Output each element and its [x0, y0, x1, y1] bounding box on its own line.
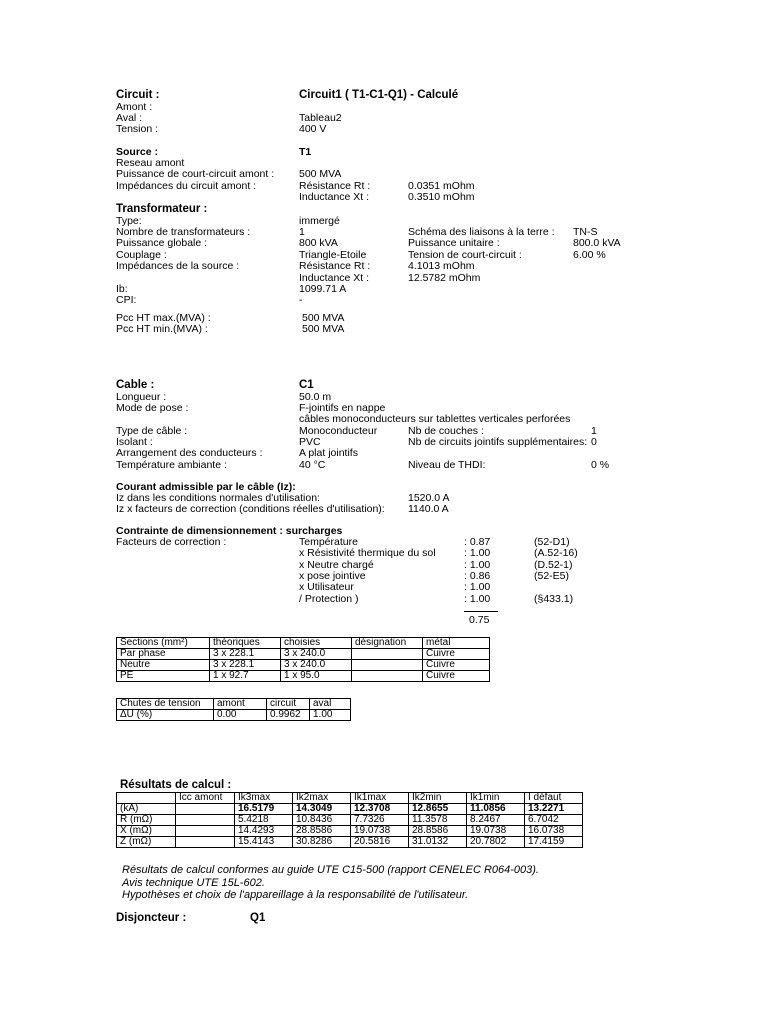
sections-cell: Neutre [117, 660, 210, 671]
resultats-header-cell: Ik1min [467, 793, 525, 804]
table-row [117, 837, 583, 848]
aval-label: Aval : [116, 112, 143, 124]
sections-cell: Cuivre [423, 660, 490, 671]
source-rt-label: Résistance Rt : [299, 180, 371, 192]
resultats-heading: Résultats de calcul : [120, 779, 232, 791]
sections-header-cell: choisies [281, 638, 352, 649]
sections-header-cell: Sections (mm²) [117, 638, 210, 649]
resultats-cell: 20.5816 [351, 837, 409, 848]
sections-table [116, 637, 490, 682]
pcc-ht-min-label: Pcc HT min.(MVA) : [116, 323, 208, 335]
table-row [117, 671, 490, 682]
resultats-cell: 14.3049 [293, 804, 351, 815]
transfo-heading: Transformateur : [116, 203, 208, 215]
arrangement-value: A plat jointifs [299, 447, 358, 459]
factor-value: : 1.00 [464, 581, 491, 594]
resultats-cell: R (mΩ) [117, 815, 176, 826]
resultats-cell: 11.0856 [467, 804, 525, 815]
factor-ref: (A.52-16) [534, 547, 578, 560]
puissance-unitaire-value: 800.0 kVA [573, 237, 621, 249]
chutes-header-cell: amont [214, 699, 267, 710]
amont-label: Amont : [116, 101, 153, 113]
cable-name: C1 [299, 379, 314, 391]
resultats-cell [176, 815, 235, 826]
transfo-xt-label: Inductance Xt : [299, 272, 370, 284]
contrainte-heading: Contrainte de dimensionnement : surcharges [116, 525, 343, 537]
sections-cell: Cuivre [423, 671, 490, 682]
resultats-cell: 8.2467 [467, 815, 525, 826]
factor-label: x Résistivité thermique du sol [299, 547, 436, 560]
table-row [117, 804, 583, 815]
chutes-header-cell: circuit [267, 699, 310, 710]
facteurs-label: Facteurs de correction : [116, 536, 227, 548]
schema-label: Schéma des liaisons à la terre : [408, 226, 555, 238]
resultats-header-cell [117, 793, 176, 804]
disjoncteur-name: Q1 [250, 912, 266, 924]
table-row [117, 815, 583, 826]
puissance-globale-value: 800 kVA [299, 237, 338, 249]
factor-value: : 0.86 [464, 569, 491, 582]
cable-heading: Cable : [116, 379, 155, 391]
sections-cell: 3 x 240.0 [281, 649, 352, 660]
iz-correction-value: 1140.0 A [408, 503, 449, 515]
imp-amont-label: Impédances du circuit amont : [116, 180, 257, 192]
resultats-cell: 11.3578 [409, 815, 467, 826]
resultats-cell: 16.5179 [235, 804, 293, 815]
resultats-cell [176, 837, 235, 848]
pose-label: Mode de pose : [116, 402, 189, 414]
circuit-heading: Circuit : [116, 89, 160, 101]
circuit-title: Circuit1 ( T1-C1-Q1) - Calculé [299, 89, 459, 101]
cpi-label: CPI: [116, 294, 137, 306]
chutes-cell: 1.00 [310, 710, 351, 721]
factor-ref: (52-E5) [534, 569, 570, 582]
pcc-ht-min-value: 500 MVA [302, 323, 345, 335]
puissance-globale-label: Puissance globale : [116, 237, 208, 249]
temperature-value: 40 °C [299, 459, 326, 471]
resultats-cell [176, 804, 235, 815]
resultats-header-cell: Ik2min [409, 793, 467, 804]
resultats-header-cell: Icc amont [176, 793, 235, 804]
sections-cell: 3 x 228.1 [210, 660, 281, 671]
type-cable-value: Monoconducteur [299, 425, 378, 437]
resultats-cell: 14.4293 [235, 826, 293, 837]
couches-value: 1 [591, 425, 597, 437]
transfo-nb-label: Nombre de transformateurs : [116, 226, 251, 238]
circuits-jointifs-value: 0 [591, 436, 597, 448]
transfo-xt-value: 12.5782 mOhm [408, 272, 481, 284]
resultats-cell: 19.0738 [467, 826, 525, 837]
temperature-label: Température ambiante : [116, 459, 227, 471]
source-xt-label: Inductance Xt : [299, 191, 370, 203]
resultats-cell: 28.8586 [409, 826, 467, 837]
arrangement-label: Arrangement des conducteurs : [116, 447, 263, 459]
reseau-amont: Reseau amont [116, 157, 185, 169]
sections-cell: Cuivre [423, 649, 490, 660]
resultats-cell: 12.8655 [409, 804, 467, 815]
source-xt-value: 0.3510 mOhm [408, 191, 475, 203]
resultats-cell: 31.0132 [409, 837, 467, 848]
factor-value: : 1.00 [464, 558, 491, 571]
tcc-value: 6.00 % [573, 249, 606, 261]
factor-value: : 1.00 [464, 592, 491, 605]
isolant-label: Isolant : [116, 436, 153, 448]
sections-cell: 3 x 228.1 [210, 649, 281, 660]
pcc-amont-value: 500 MVA [299, 168, 342, 180]
resultats-header-cell: I défaut [525, 793, 583, 804]
factor-ref: (§433.1) [534, 592, 574, 605]
pose-value-1: F-jointifs en nappe [299, 402, 386, 414]
source-name: T1 [299, 146, 312, 158]
factor-label: x pose jointive [299, 569, 366, 582]
factor-value: : 0.87 [464, 536, 491, 548]
tcc-label: Tension de court-circuit : [408, 249, 522, 261]
resultats-cell: 17.4159 [525, 837, 583, 848]
resultats-header-cell: Ik1max [351, 793, 409, 804]
chutes-header-cell: aval [310, 699, 351, 710]
transfo-type-label: Type: [116, 215, 142, 227]
schema-value: TN-S [573, 226, 598, 238]
puissance-unitaire-label: Puissance unitaire : [408, 237, 500, 249]
thdi-value: 0 % [591, 459, 610, 471]
factor-ref: (52-D1) [534, 536, 570, 548]
tension-label: Tension : [116, 123, 159, 135]
tension-value: 400 V [299, 123, 327, 135]
thdi-label: Niveau de THDI: [408, 459, 486, 471]
resultats-cell: 30.8286 [293, 837, 351, 848]
factor-value: : 1.00 [464, 547, 491, 560]
table-row [117, 826, 583, 837]
resultats-cell: (kA) [117, 804, 176, 815]
table-row [117, 660, 490, 671]
resultats-cell: 19.0738 [351, 826, 409, 837]
resultats-cell: Z (mΩ) [117, 837, 176, 848]
iz-value: 1520.0 A [408, 492, 450, 504]
disjoncteur-heading: Disjoncteur : [116, 912, 187, 924]
factor-label: / Protection ) [299, 592, 359, 605]
pose-value-2: câbles monoconducteurs sur tablettes verticales perforées [299, 413, 571, 425]
sections-cell [352, 660, 423, 671]
pcc-amont-label: Puissance de court-circuit amont : [116, 168, 275, 180]
resultats-header-cell: Ik2max [293, 793, 351, 804]
resultats-cell: 15.4143 [235, 837, 293, 848]
iz-correction-label: Iz x facteurs de correction (conditions réelles d'utilisation): [116, 503, 385, 515]
resultats-cell: 5.4218 [235, 815, 293, 826]
resultats-cell: 13.2271 [525, 804, 583, 815]
resultats-cell: 20.7802 [467, 837, 525, 848]
sections-cell: PE [117, 671, 210, 682]
transfo-type-value: immergé [299, 215, 340, 227]
factor-ref: (D.52-1) [534, 558, 573, 571]
circuits-jointifs-label: Nb de circuits jointifs supplémentaires: [408, 436, 588, 448]
chutes-table [116, 698, 351, 721]
total-rule [464, 611, 498, 612]
table-row [117, 649, 490, 660]
aval-value: Tableau2 [299, 112, 342, 124]
source-rt-value: 0.0351 mOhm [408, 180, 475, 192]
longueur-value: 50.0 m [299, 391, 332, 403]
chutes-cell: 0.00 [214, 710, 267, 721]
transfo-rt-value: 4.1013 mOhm [408, 260, 475, 272]
ib-label: Ib: [116, 283, 128, 295]
note-3: Hypothèses et choix de l'appareillage à la responsabilité de l'utilisateur. [122, 889, 469, 901]
sections-header-cell: métal [423, 638, 490, 649]
couplage-value: Triangle-Etoile [299, 249, 367, 261]
factor-label: Température [299, 536, 358, 548]
source-heading: Source : [116, 146, 159, 158]
type-cable-label: Type de câble : [116, 425, 188, 437]
resultats-cell: 7.7326 [351, 815, 409, 826]
factor-label: x Utilisateur [299, 581, 354, 594]
note-2: Avis technique UTE 15L-602. [122, 877, 265, 889]
sections-cell [352, 649, 423, 660]
resultats-table [116, 792, 583, 848]
sections-cell: 1 x 95.0 [281, 671, 352, 682]
isolant-value: PVC [299, 436, 321, 448]
resultats-cell: 10.8436 [293, 815, 351, 826]
cpi-value: - [299, 294, 303, 306]
longueur-label: Longueur : [116, 391, 167, 403]
sections-header-cell: désignation [352, 638, 423, 649]
resultats-header-cell: Ik3max [235, 793, 293, 804]
courant-heading: Courant admissible par le câble (Iz): [116, 481, 296, 493]
sections-cell [352, 671, 423, 682]
sections-header-cell: théoriques [210, 638, 281, 649]
ib-value: 1099.71 A [299, 283, 347, 295]
pcc-ht-max-value: 500 MVA [302, 312, 345, 324]
sections-cell: 3 x 240.0 [281, 660, 352, 671]
sections-cell: 1 x 92.7 [210, 671, 281, 682]
transfo-rt-label: Résistance Rt : [299, 260, 371, 272]
pcc-ht-max-label: Pcc HT max.(MVA) : [116, 312, 211, 324]
resultats-cell: 28.8586 [293, 826, 351, 837]
resultats-cell: 12.3708 [351, 804, 409, 815]
resultats-cell: 16.0738 [525, 826, 583, 837]
total-factor: 0.75 [469, 614, 490, 626]
couplage-label: Couplage : [116, 249, 167, 261]
resultats-cell: 6.7042 [525, 815, 583, 826]
imp-source-label: Impédances de la source : [116, 260, 240, 272]
chutes-header-cell: Chutes de tension [117, 699, 214, 710]
iz-label: Iz dans les conditions normales d'utilisation: [116, 492, 320, 504]
chutes-cell: ΔU (%) [117, 710, 214, 721]
note-1: Résultats de calcul conformes au guide UTE C15-500 (rapport CENELEC R064-003). [122, 864, 539, 876]
resultats-cell [176, 826, 235, 837]
sections-cell: Par phase [117, 649, 210, 660]
transfo-nb-value: 1 [299, 226, 305, 238]
resultats-cell: X (mΩ) [117, 826, 176, 837]
couches-label: Nb de couches : [408, 425, 484, 437]
chutes-cell: 0.9962 [267, 710, 310, 721]
factor-label: x Neutre chargé [299, 558, 374, 571]
